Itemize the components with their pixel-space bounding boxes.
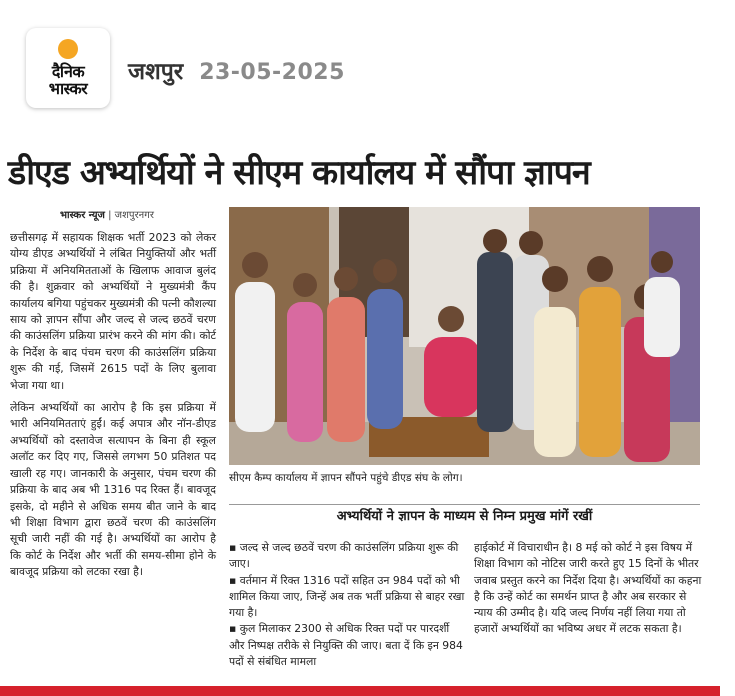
byline-agency: भास्कर न्यूज xyxy=(60,210,105,221)
footer-red-bar xyxy=(0,686,720,696)
byline xyxy=(60,207,154,221)
logo-line2: भास्कर xyxy=(48,79,88,98)
dateline xyxy=(128,54,345,86)
sun-icon xyxy=(58,39,78,59)
headline: डीएड अभ्यर्थियों ने सीएम कार्यालय में सौंपा ज्ञापन xyxy=(8,153,590,193)
dainik-bhaskar-logo xyxy=(26,28,110,108)
byline-place: | जशपुरनगर xyxy=(108,210,154,221)
demand-item: ▪ कुल मिलाकर 2300 से अधिक रिक्त पदों पर पारदर्शी और निष्पक्ष तरीके से नियुक्ति की जाए। बता दें कि इन 984 पदों से संबंधित मामला xyxy=(229,622,463,669)
demands-heading: अभ्यर्थियों ने ज्ञापन के माध्यम से निम्न प्रमुख मांगें रखीं xyxy=(229,504,700,528)
demand-continuation: हाईकोर्ट में विचाराधीन है। 8 मई को कोर्ट ने इस विषय में शिक्षा विभाग को नोटिस जारी करते हुए 15 दिनों के भीतर जवाब प्रस्तुत करने का निर्देश दिया है। अभ्यर्थियों का कहना है कि उन्हें कोर्ट का समर्थन प्राप्त है और अब सरकार से न्याय की उम्मीद है। यदि जल्द निर्णय नहीं लिया गया तो हजारों अभ्यर्थियों का भविष्य अधर में लटक सकता है। xyxy=(474,541,702,636)
article-paragraph-2: लेकिन अभ्यर्थियों का आरोप है कि इस प्रक्रिया में भारी अनियमितताएं हुईं। कई अपात्र और नॉन-डीएड अभ्यर्थियों को दस्तावेज सत्यापन के बिना ही स्कूल अलॉट कर दिए गए, जिससे लगभग 50 प्रतिशत पद खाली रह गए। जानकारी के अनुसार, पंचम चरण की प्रक्रिया के बाद अब भी 1316 पद रिक्त हैं। बावजूद इसके, दो महीने से अधिक समय बीत जाने के बाद भी शिक्षा विभाग द्वारा छठवें चरण की काउंसलिंग सूची जारी नहीं की गई है। अभ्यर्थियों का आरोप है कि कोर्ट के निर्देश और भर्ती की समय-सीमा होने के बावजूद प्रक्रिया को लटका रखा है। xyxy=(10,401,216,579)
news-photo xyxy=(229,207,700,465)
photo-caption: सीएम कैम्प कार्यालय में ज्ञापन सौंपने पहुंचे डीएड संघ के लोग। xyxy=(229,472,463,484)
logo-line1: दैनिक xyxy=(51,62,85,81)
city-name: जशपुर xyxy=(128,59,184,85)
demand-item: ▪ जल्द से जल्द छठवें चरण की काउंसलिंग प्रक्रिया शुरू की जाए। xyxy=(229,541,459,571)
publish-date: 23-05-2025 xyxy=(199,60,345,85)
demand-item: ▪ वर्तमान में रिक्त 1316 पदों सहित उन 984 पदों को भी शामिल किया जाए, जिन्हें अब तक भर्ती प्रक्रिया से बाहर रखा गया है। xyxy=(229,573,465,620)
demands-column-2 xyxy=(474,540,702,638)
demands-column-1 xyxy=(229,540,467,670)
article-paragraph-1: छत्तीसगढ़ में सहायक शिक्षक भर्ती 2023 को लेकर योग्य डीएड अभ्यर्थियों ने लंबित नियुक्तियों और भर्ती प्रक्रिया में अनियमितताओं के खिलाफ आवाज बुलंद की है। शुक्रवार को अभ्यर्थियों ने मुख्यमंत्री कैंप कार्यालय बगिया पहुंचकर मुख्यमंत्री की पत्नी कौशल्या साय को ज्ञापन सौंपा और जल्द से जल्द छठवें चरण की काउंसलिंग प्रक्रिया प्रारंभ करने की मांग की। कोर्ट के निर्देश के बाद पंचम चरण की काउंसलिंग प्रक्रिया शुरू की गई, जिसमें 2615 पदों के लिए बुलावा भेजा गया था। xyxy=(10,231,216,392)
group-photo-illustration xyxy=(229,207,700,465)
article-left-column xyxy=(10,230,216,587)
